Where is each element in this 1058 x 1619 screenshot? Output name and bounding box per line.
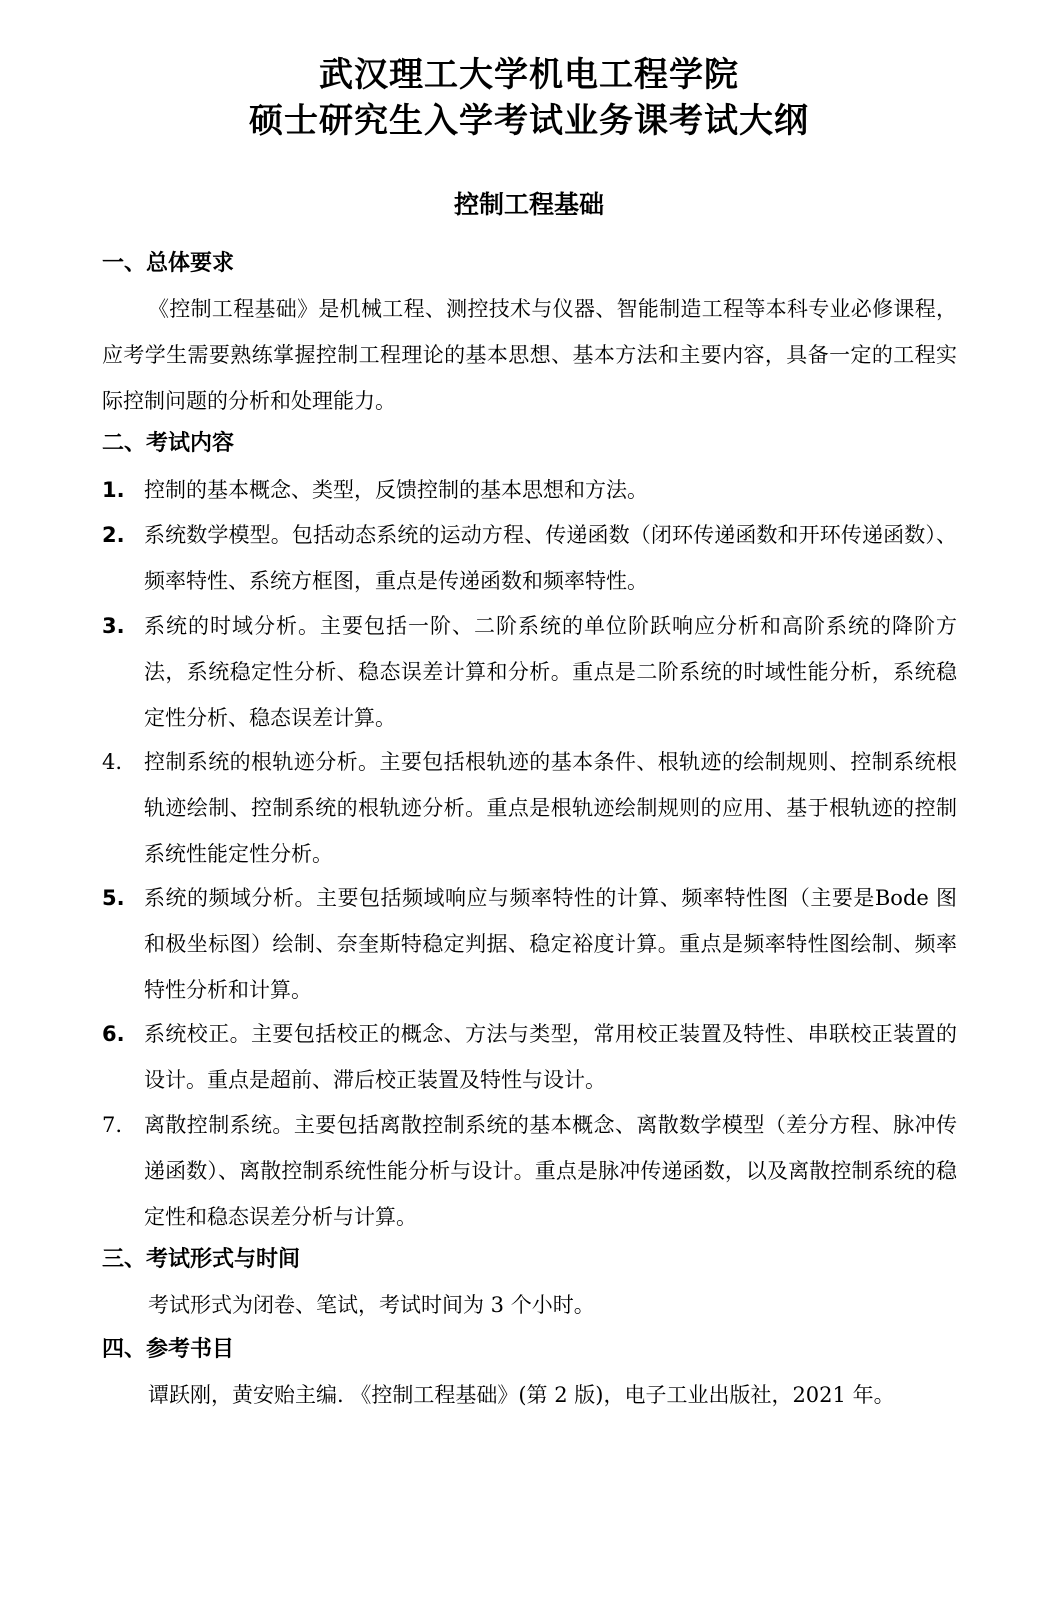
list-item xyxy=(102,1011,957,1103)
list-item xyxy=(102,512,957,604)
list-item-number: 7. xyxy=(102,1113,123,1137)
list-item-text: 控制系统的根轨迹分析。主要包括根轨迹的基本条件、根轨迹的绘制规则、控制系统根轨迹绘制、控制系统的根轨迹分析。重点是根轨迹绘制规则的应用、基于根轨迹的控制系统性能定性分析。 xyxy=(144,750,957,866)
list-item xyxy=(102,467,957,513)
section-paragraph-references: 谭跃刚，黄安贻主编. 《控制工程基础》(第 2 版)，电子工业出版社，2021 年。 xyxy=(148,1383,895,1407)
section-heading-general-requirements: 一、总体要求 xyxy=(102,251,235,276)
section-paragraph-exam-format: 考试形式为闭卷、笔试，考试时间为 3 个小时。 xyxy=(148,1293,595,1317)
list-item-number: 1. xyxy=(102,478,125,502)
list-item-text: 系统的时域分析。主要包括一阶、二阶系统的单位阶跃响应分析和高阶系统的降阶方法，系统稳定性分析、稳态误差计算和分析。重点是二阶系统的时域性能分析，系统稳定性分析、稳态误差计算。 xyxy=(144,614,957,730)
section-heading-exam-content: 二、考试内容 xyxy=(102,431,235,456)
list-item-text: 系统数学模型。包括动态系统的运动方程、传递函数（闭环传递函数和开环传递函数）、频率特性、系统方框图，重点是传递函数和频率特性。 xyxy=(144,523,957,593)
document-title: 武汉理工大学机电工程学院 xyxy=(319,55,739,95)
list-item xyxy=(102,603,957,741)
list-item xyxy=(102,739,957,877)
list-item-text: 控制的基本概念、类型，反馈控制的基本思想和方法。 xyxy=(144,478,648,502)
section-paragraph-general-requirements: 《控制工程基础》是机械工程、测控技术与仪器、智能制造工程等本科专业必修课程，应考学生需要熟练掌握控制工程理论的基本思想、基本方法和主要内容，具备一定的工程实际控制问题的分析和处理能力。 xyxy=(102,297,957,413)
document-subtitle: 硕士研究生入学考试业务课考试大纲 xyxy=(249,101,809,141)
list-item-number: 4. xyxy=(102,750,123,774)
list-item-number: 6. xyxy=(102,1022,125,1046)
list-item-number: 5. xyxy=(102,886,125,910)
subject-title: 控制工程基础 xyxy=(453,190,604,219)
section-heading-exam-format: 三、考试形式与时间 xyxy=(102,1247,301,1272)
list-item-number: 3. xyxy=(102,614,125,638)
list-item xyxy=(102,1102,957,1240)
list-item-text: 离散控制系统。主要包括离散控制系统的基本概念、离散数学模型（差分方程、脉冲传递函数）、离散控制系统性能分析与设计。重点是脉冲传递函数，以及离散控制系统的稳定性和稳态误差分析与计算。 xyxy=(144,1113,957,1229)
list-item xyxy=(102,875,957,1013)
list-item-text: 系统校正。主要包括校正的概念、方法与类型，常用校正装置及特性、串联校正装置的设计。重点是超前、滞后校正装置及特性与设计。 xyxy=(144,1022,957,1092)
list-item-text: 系统的频域分析。主要包括频域响应与频率特性的计算、频率特性图（主要是Bode 图和极坐标图）绘制、奈奎斯特稳定判据、稳定裕度计算。重点是频率特性图绘制、频率特性分析和计算。 xyxy=(144,886,957,1002)
list-item-number: 2. xyxy=(102,523,125,547)
section-heading-references: 四、参考书目 xyxy=(102,1337,235,1362)
